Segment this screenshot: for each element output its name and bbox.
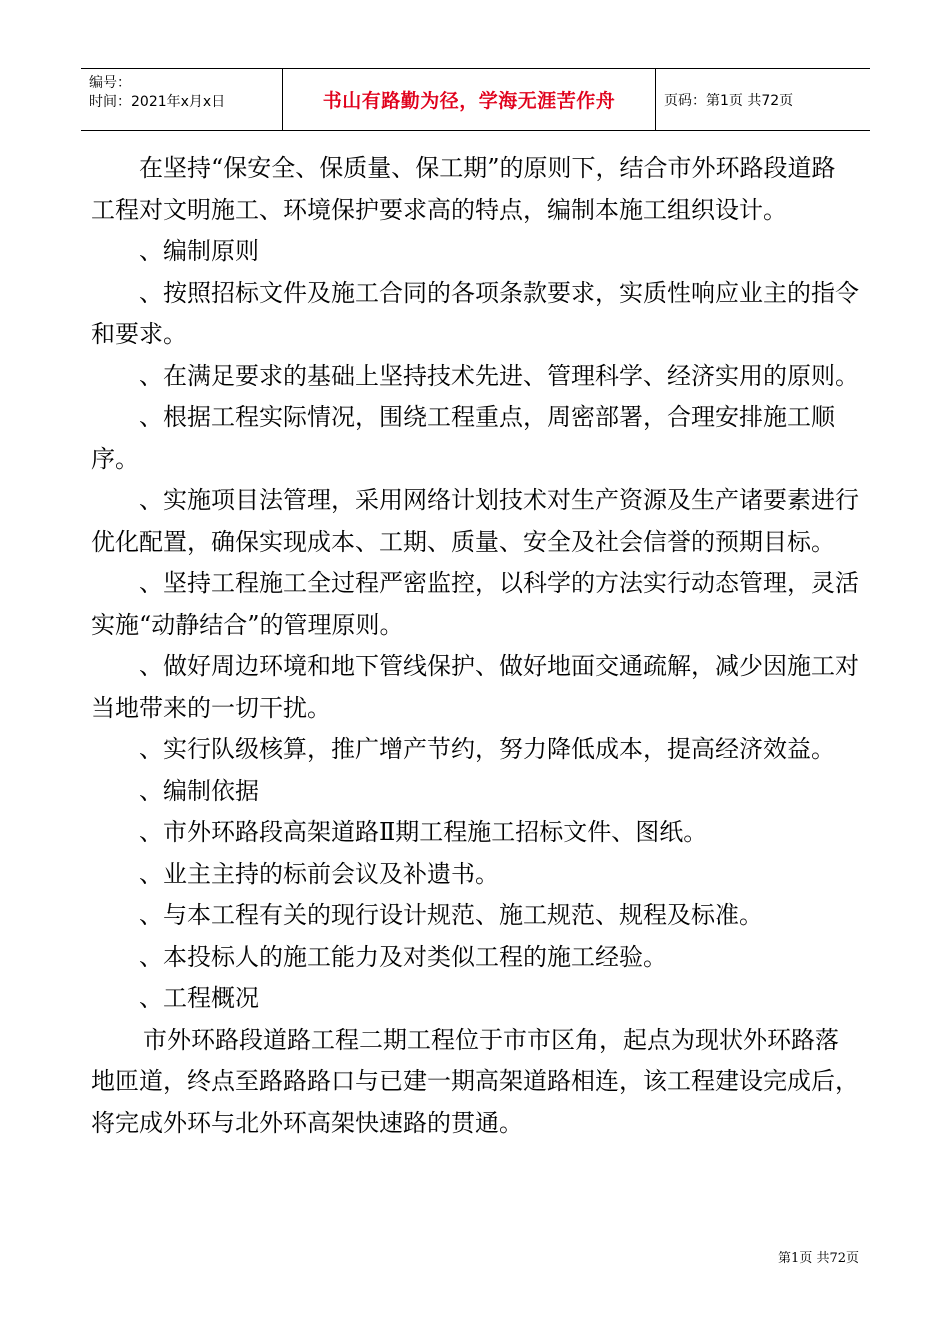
list-item: 、本投标人的施工能力及对类似工程的施工经验。 xyxy=(139,942,667,971)
section-heading: 、编制依据 xyxy=(139,776,259,805)
list-item: 、实行队级核算，推广增产节约，努力降低成本，提高经济效益。 xyxy=(139,735,835,763)
document-body xyxy=(91,148,859,1144)
list-item: 、实施项目法管理，采用网络计划技术对生产资源及生产诸要素进行优化配置，确保实现成本、工期、质量、安全及社会信誉的预期目标。 xyxy=(91,486,859,556)
list-item: 、业主主持的标前会议及补遗书。 xyxy=(139,859,499,888)
list-item: 、坚持工程施工全过程严密监控，以科学的方法实行动态管理，灵活实施“动静结合”的管理原则。 xyxy=(91,569,859,639)
section-heading: 、编制原则 xyxy=(139,237,259,265)
document-time-label: 时间：2021年x月x日 xyxy=(89,94,226,110)
section-heading: 、工程概况 xyxy=(139,984,259,1012)
paragraph: 市外环路段道路工程二期工程位于市市区角，起点为现状外环路落地匝道，终点至路路路口与已建一期高架道路相连，该工程建设完成后，将完成外环与北外环高架快速路的贯通。 xyxy=(91,1025,859,1137)
list-item: 、市外环路段高架道路Ⅱ期工程施工招标文件、图纸。 xyxy=(139,818,708,846)
paragraph: 在坚持“保安全、保质量、保工期”的原则下，结合市外环路段道路工程对文明施工、环境保护要求高的特点，编制本施工组织设计。 xyxy=(91,154,836,224)
page-footer: 第1页 共72页 xyxy=(778,1251,859,1266)
page-header xyxy=(81,68,870,131)
list-item: 、根据工程实际情况，围绕工程重点，周密部署，合理安排施工顺序。 xyxy=(91,403,835,473)
header-page-info: 页码：第1页 共72页 xyxy=(664,92,794,109)
header-motto: 书山有路勤为径，学海无涯苦作舟 xyxy=(283,69,656,130)
list-item: 、按照招标文件及施工合同的各项条款要求，实质性响应业主的指令和要求。 xyxy=(91,278,859,348)
header-meta xyxy=(81,69,283,130)
list-item: 、做好周边环境和地下管线保护、做好地面交通疏解，减少因施工对当地带来的一切干扰。 xyxy=(91,652,859,722)
list-item: 、与本工程有关的现行设计规范、施工规范、规程及标准。 xyxy=(139,901,763,929)
document-number-label: 编号： xyxy=(89,75,131,91)
list-item: 、在满足要求的基础上坚持技术先进、管理科学、经济实用的原则。 xyxy=(139,361,859,390)
